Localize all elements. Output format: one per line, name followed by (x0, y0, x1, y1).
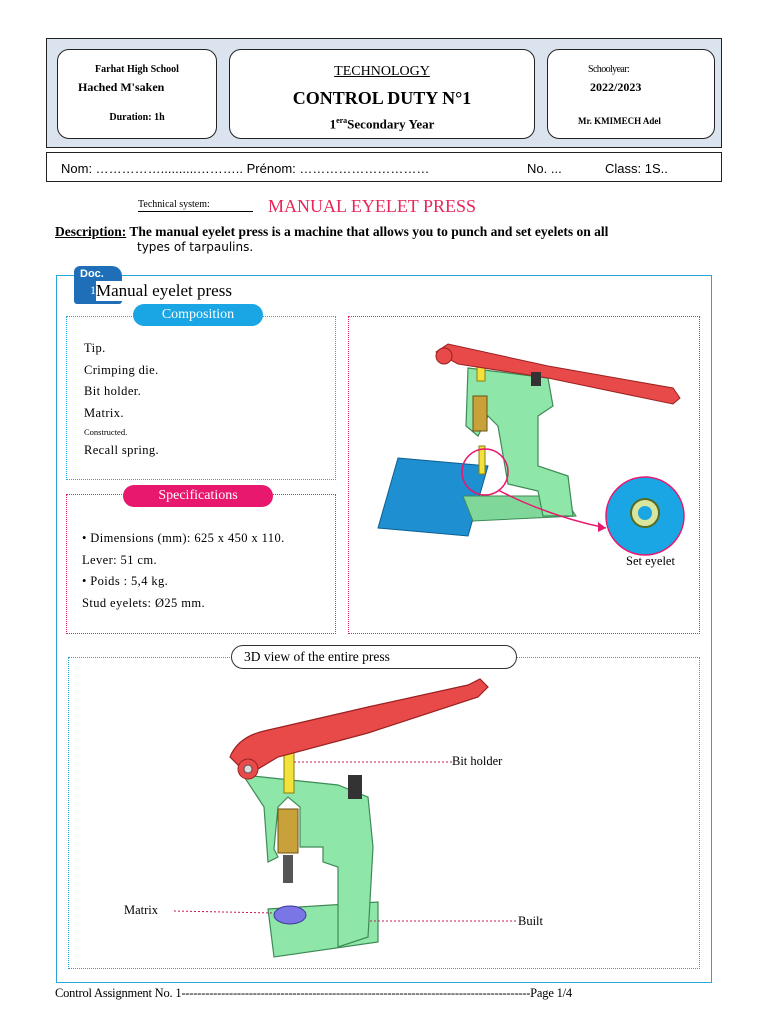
exam-title: CONTROL DUTY N°1 (292, 88, 472, 108)
composition-title: Composition (133, 304, 263, 326)
label-bit-holder: Bit holder (452, 754, 503, 768)
spring (473, 396, 487, 431)
list-item: Constructed. (84, 427, 128, 437)
year-box (547, 49, 715, 139)
header-panel (46, 38, 722, 148)
school-box (57, 49, 217, 139)
list-item: Bit holder. (84, 384, 142, 398)
specifications-list (82, 528, 285, 614)
description-text: The manual eyelet press is a machine that allows you to punch and set eyelets on all (126, 224, 609, 239)
list-item: Crimping die. (84, 362, 159, 377)
press-detail-illustration (348, 316, 700, 634)
adjust-knob (348, 775, 362, 799)
level: $1^{era}Secondary$ Year (329, 116, 435, 132)
label-matrix: Matrix (124, 903, 159, 917)
description-key: Description: (55, 224, 127, 239)
matrix (274, 906, 306, 924)
school-town: Hached M'saken (78, 80, 165, 94)
school-year: 2022/2023 (590, 80, 642, 94)
description (55, 224, 715, 240)
school-year-label: Schoolyear: (588, 64, 630, 75)
press-3d-illustration (68, 657, 700, 969)
composition-list (84, 338, 159, 462)
doc-title: Manual eyelet press (96, 281, 236, 301)
lever (230, 679, 488, 775)
teacher-name: Mr. KMIMECH Adel (578, 116, 661, 126)
list-item: • Dimensions (mm): 625 x 450 x 110. (82, 531, 285, 545)
adjust-knob (531, 372, 541, 386)
bit-holder (284, 753, 294, 793)
spring (278, 809, 298, 853)
technical-system-title: MANUAL EYELET PRESS (268, 196, 477, 216)
press-body (466, 368, 573, 516)
student-info-line (46, 152, 722, 182)
list-item: Recall spring. (84, 443, 160, 457)
subject: TECHNOLOGY (334, 64, 430, 79)
class-field[interactable]: Class: 1S.. (605, 161, 668, 176)
view3d-title: 3D view of the entire press (231, 645, 517, 669)
set-eyelet-caption: Set eyelet (626, 554, 675, 568)
doc-number: 1 (90, 283, 96, 297)
footer: Control Assignment No. 1----------------------------------------------------------------------------------------Page 1/4 (55, 986, 572, 1000)
exam-box (229, 49, 535, 139)
school-name: Farhat High School (95, 64, 179, 75)
description-text-2: types of tarpaulins. (137, 240, 254, 254)
list-item: Stud eyelets: Ø25 mm. (82, 595, 205, 610)
list-item: • Poids : 5,4 kg. (82, 574, 169, 588)
label-built: Built (518, 914, 544, 928)
name-field[interactable]: Nom: ……………..........……….. Prénom: ………………………… (61, 161, 430, 176)
number-field[interactable]: No. ... (527, 161, 562, 176)
list-item: Lever: 51 cm. (82, 552, 157, 567)
tip (283, 855, 293, 883)
matrix-leader (174, 911, 274, 913)
doc-tag: Doc. (74, 266, 122, 304)
technical-system-label: Technical system: (138, 199, 253, 212)
specifications-title: Specifications (123, 485, 273, 507)
duration: Duration: 1h (109, 112, 165, 123)
list-item: Matrix. (84, 405, 124, 420)
lever-pivot (436, 348, 452, 364)
list-item: Tip. (84, 341, 106, 355)
